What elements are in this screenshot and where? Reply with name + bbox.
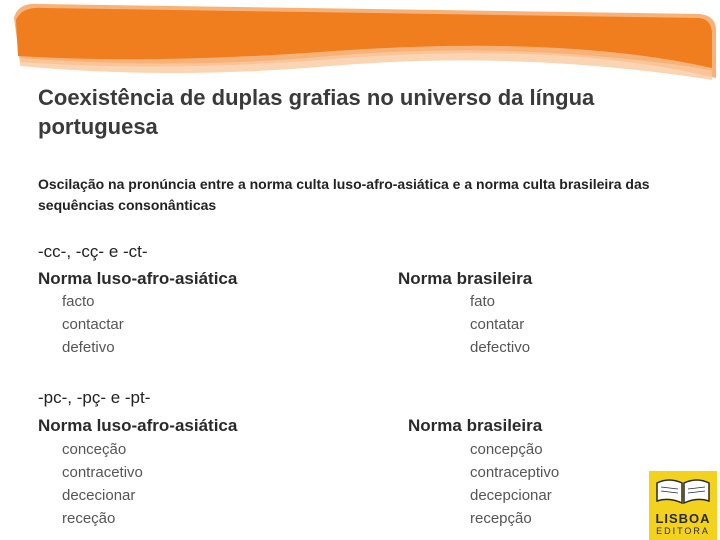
column-header-brasileira: Norma brasileira <box>398 269 533 288</box>
list-item: contraceptivo <box>470 464 560 481</box>
word-list-brasileira <box>470 290 530 359</box>
list-item: facto <box>62 293 95 310</box>
logo-text-lisboa: LISBOA <box>655 511 711 526</box>
column-header-luso: Norma luso-afro-asiática <box>38 416 238 435</box>
list-item: fato <box>470 293 496 310</box>
list-item: contracetivo <box>62 464 143 481</box>
word-list-luso <box>62 438 143 530</box>
word-list-brasileira <box>470 438 559 530</box>
list-item: receção <box>62 510 116 527</box>
page-title: Coexistência de duplas grafias no universo da língua portuguesa <box>38 85 595 139</box>
list-item: dececionar <box>62 487 136 504</box>
list-item: contatar <box>470 316 525 333</box>
sequence-heading-pc-pt: -pc-, -pç- e -pt- <box>38 388 151 407</box>
sequence-heading-cc-ct: -cc-, -cç- e -ct- <box>38 242 148 261</box>
word-list-luso <box>62 290 124 359</box>
list-item: contactar <box>62 316 124 333</box>
logo-text-editora: EDITORA <box>656 526 710 536</box>
open-book-icon <box>649 471 717 511</box>
column-header-brasileira: Norma brasileira <box>408 416 543 435</box>
list-item: conceção <box>62 441 127 458</box>
list-item: defetivo <box>62 339 115 356</box>
lisboa-editora-logo <box>649 471 717 540</box>
page-subtitle: Oscilação na pronúncia entre a norma culta luso-afro-asiática e a norma culta brasileira das sequências consonânticas <box>38 176 650 213</box>
list-item: concepção <box>470 441 543 458</box>
list-item: defectivo <box>470 339 531 356</box>
column-header-luso: Norma luso-afro-asiática <box>38 269 238 288</box>
list-item: decepcionar <box>470 487 552 504</box>
list-item: recepção <box>470 510 532 527</box>
